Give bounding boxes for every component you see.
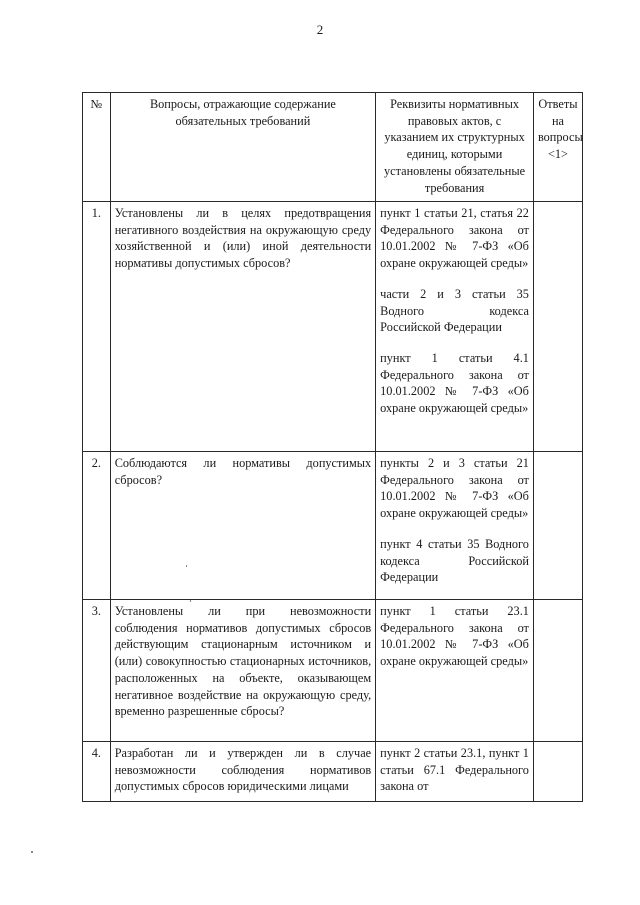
- header-answers: Ответы на вопросы <1>: [533, 93, 582, 202]
- requisite-item: пункт 2 статьи 23.1, пункт 1 статьи 67.1 Федерального закона от: [380, 746, 529, 794]
- row-answer: [533, 742, 582, 802]
- row-question: [110, 452, 375, 600]
- question-text: Разработан ли и утвержден ли в случае невозможности соблюдения нормативов допустимых сбросов юридическими лицами: [114, 746, 372, 794]
- requisite-item: пункт 1 статьи 23.1 Федерального закона от 10.01.2002 № 7-ФЗ «Об охране окружающей среды»: [380, 604, 529, 669]
- row-question: [110, 202, 375, 452]
- scan-speck: [31, 851, 33, 853]
- row-requisites: [376, 452, 534, 600]
- row-requisites: [376, 202, 534, 452]
- row-number: 2.: [83, 452, 111, 600]
- table-header-row: [83, 93, 583, 202]
- header-num: №: [83, 93, 111, 202]
- scan-speck: [186, 565, 187, 567]
- requirements-table: [82, 92, 583, 802]
- row-number: 3.: [83, 600, 111, 742]
- row-answer: [533, 452, 582, 600]
- row-number: 1.: [83, 202, 111, 452]
- requisite-item: пункт 1 статьи 21, статья 22 Федерального закона от 10.01.2002 № 7-ФЗ «Об охране окружающей среды»: [380, 206, 529, 271]
- requisite-item: части 2 и 3 статьи 35 Водного кодекса Российской Федерации: [380, 286, 529, 335]
- page-number: 2: [316, 22, 324, 37]
- requisite-item: пункт 4 статьи 35 Водного кодекса Российской Федерации: [380, 536, 529, 585]
- table-row: [83, 600, 583, 742]
- header-question: Вопросы, отражающие содержание обязательных требований: [110, 93, 375, 202]
- row-requisites: [376, 600, 534, 742]
- table-row: [83, 742, 583, 802]
- row-question: [110, 742, 375, 802]
- requisite-item: пункт 1 статьи 4.1 Федерального закона от 10.01.2002 № 7-ФЗ «Об охране окружающей среды»: [380, 350, 529, 416]
- row-answer: [533, 202, 582, 452]
- row-answer: [533, 600, 582, 742]
- table-row: [83, 452, 583, 600]
- table-row: [83, 202, 583, 452]
- row-number: 4.: [83, 742, 111, 802]
- row-question: [110, 600, 375, 742]
- question-text: Установлены ли в целях предотвращения негативного воздействия на окружающую среду хозяйственной и (или) иной деятельности нормативы допустимых сбросов?: [114, 206, 372, 271]
- requisite-item: пункты 2 и 3 статьи 21 Федерального закона от 10.01.2002 № 7-ФЗ «Об охране окружающей среды»: [380, 456, 529, 521]
- question-text: Установлены ли при невозможности соблюдения нормативов допустимых сбросов действующим стационарным источником и (или) совокупностью стационарных источников, расположенных на объекте, оказывающем негативное воздействие на окружающую среду, временно разрешенные сбросы?: [114, 604, 372, 719]
- row-requisites: [376, 742, 534, 802]
- question-text: Соблюдаются ли нормативы допустимых сбросов?: [114, 456, 372, 487]
- header-requisites: Реквизиты нормативных правовых актов, с указанием их структурных единиц, которыми установлены обязательные требования: [376, 93, 534, 202]
- scan-speck: [190, 600, 191, 602]
